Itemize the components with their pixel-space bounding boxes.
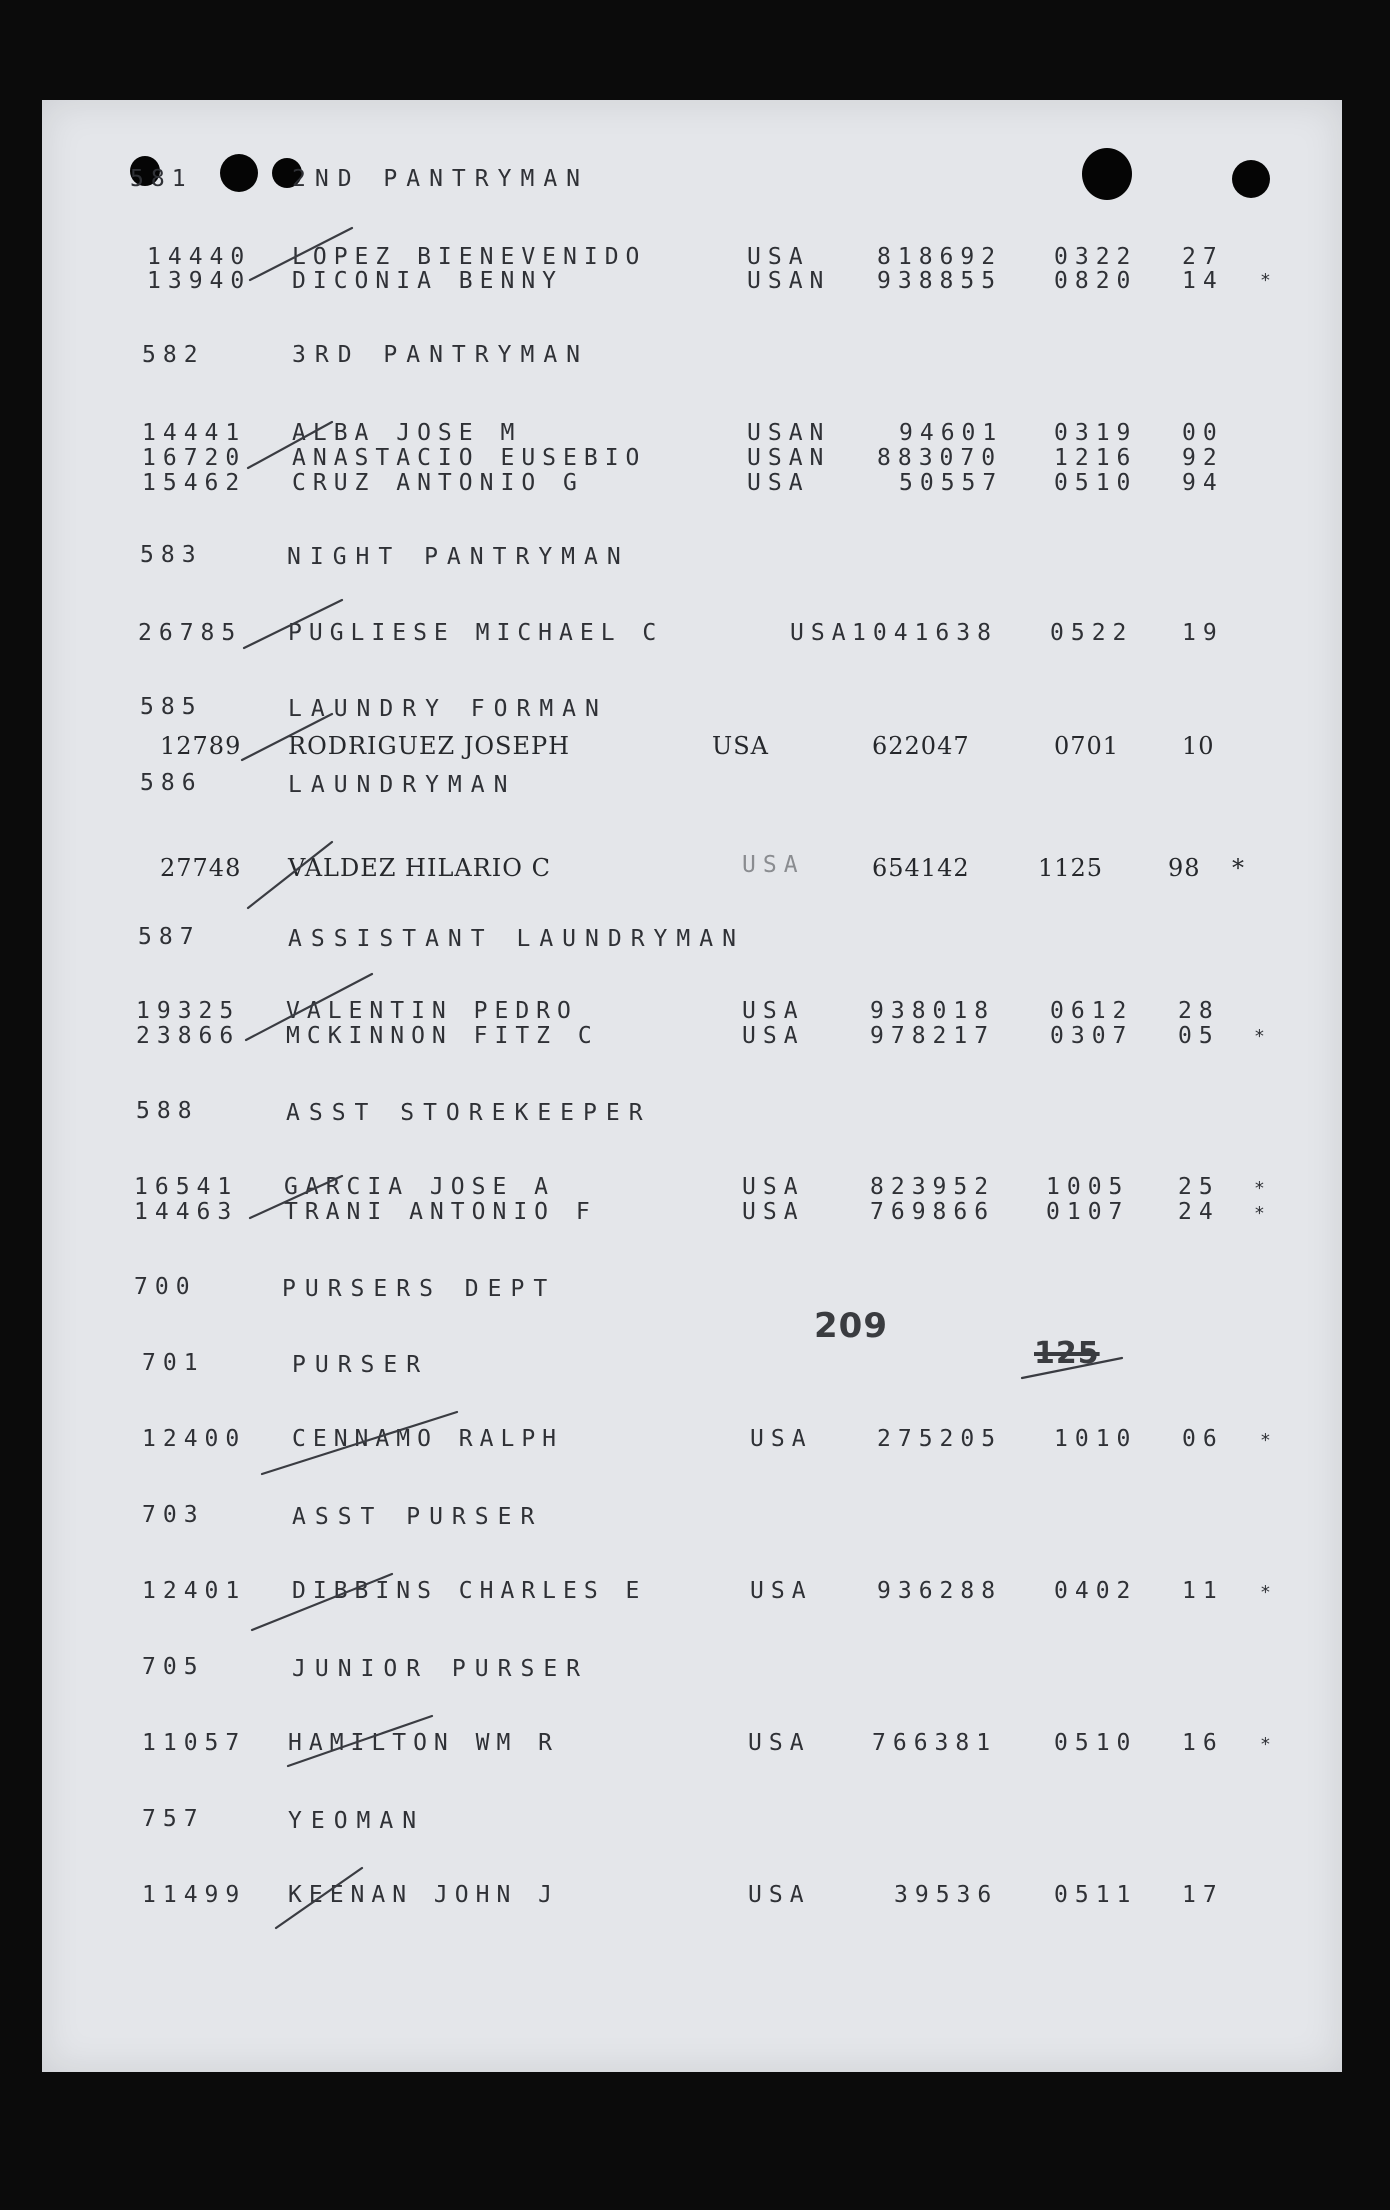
crew-nationality: USA (742, 1174, 805, 1200)
crew-date: 0511 (1054, 1882, 1138, 1908)
crew-mark: * (1254, 1178, 1272, 1199)
section-title: LAUNDRY FORMAN (288, 696, 608, 722)
section-title: ASST PURSER (292, 1504, 544, 1530)
crew-nationality: USA (747, 470, 810, 496)
crew-id: 823952 (870, 1174, 996, 1200)
crew-id: 936288 (877, 1578, 1003, 1604)
section-code: 701 (142, 1350, 205, 1376)
section-title: PURSERS DEPT (282, 1276, 557, 1302)
crew-date: 0612 (1050, 998, 1134, 1024)
crew-nationality: USA (742, 1023, 805, 1049)
section-title: PURSER (292, 1352, 430, 1378)
crew-name: CENNAMO RALPH (292, 1426, 564, 1452)
crew-name: MCKINNON FITZ C (286, 1023, 599, 1049)
crew-date: 0820 (1054, 268, 1138, 294)
crew-code: 11 (1182, 1578, 1224, 1604)
crew-nationality: USAN (747, 420, 831, 446)
crew-number: 27748 (160, 854, 242, 882)
section-title: ASSISTANT LAUNDRYMAN (288, 926, 745, 952)
crew-date: 0701 (1054, 732, 1120, 760)
crew-nationality: USA (748, 1882, 811, 1908)
crew-code: 92 (1182, 445, 1224, 471)
crew-date: 1125 (1038, 854, 1104, 882)
crew-date: 1005 (1046, 1174, 1130, 1200)
crew-date: 0522 (1050, 620, 1134, 646)
crew-id: 94601 (899, 420, 1004, 446)
crew-id: 50557 (899, 470, 1004, 496)
crew-name: TRANI ANTONIO F (284, 1199, 597, 1225)
crew-number: 23866 (136, 1023, 241, 1049)
crew-mark: * (1232, 854, 1245, 882)
section-code: 705 (142, 1654, 205, 1680)
crew-name: LOPEZ BIENEVENIDO (292, 244, 647, 270)
crew-nationality: USA (742, 998, 805, 1024)
crew-name: KEENAN JOHN J (288, 1882, 560, 1908)
crew-date: 0402 (1054, 1578, 1138, 1604)
crew-number: 11499 (142, 1882, 247, 1908)
crew-code: 10 (1182, 732, 1215, 760)
crew-code: 06 (1182, 1426, 1224, 1452)
section-code: 585 (140, 694, 203, 720)
crew-code: 24 (1178, 1199, 1220, 1225)
crew-name: VALENTIN PEDRO (286, 998, 578, 1024)
punch-hole (1082, 148, 1132, 200)
crew-nationality: USA (750, 1578, 813, 1604)
crew-name: DIBBINS CHARLES E (292, 1578, 647, 1604)
crew-mark: * (1254, 1026, 1272, 1047)
crew-number: 12401 (142, 1578, 247, 1604)
page-number: 209 (814, 1306, 888, 1346)
crew-mark: * (1260, 270, 1278, 291)
crew-number: 26785 (138, 620, 243, 646)
section-code: 581 (130, 166, 193, 192)
crew-mark: * (1260, 1734, 1278, 1755)
crew-code: 17 (1182, 1882, 1224, 1908)
crew-date: 0319 (1054, 420, 1138, 446)
section-title: ASST STOREKEEPER (286, 1100, 652, 1126)
crew-nationality: USA (747, 244, 810, 270)
section-code: 582 (142, 342, 205, 368)
crew-nationality: USA (742, 852, 805, 878)
section-title: NIGHT PANTRYMAN (287, 544, 630, 570)
crew-number: 14440 (147, 244, 252, 270)
section-code: 583 (140, 542, 203, 568)
crew-mark: * (1260, 1582, 1278, 1603)
crew-id: 978217 (870, 1023, 996, 1049)
crew-nationality: USA (748, 1730, 811, 1756)
section-title: 2ND PANTRYMAN (292, 166, 590, 192)
crew-id: 275205 (877, 1426, 1003, 1452)
crew-code: 98 (1168, 854, 1201, 882)
crew-name: HAMILTON WM R (288, 1730, 560, 1756)
crew-name: GARCIA JOSE A (284, 1174, 556, 1200)
crew-name: PUGLIESE MICHAEL C (288, 620, 664, 646)
punch-hole (1232, 160, 1270, 198)
crew-name: VALDEZ HILARIO C (288, 854, 551, 882)
crew-id: 769866 (870, 1199, 996, 1225)
crew-nationality: USAN (747, 445, 831, 471)
crew-code: 27 (1182, 244, 1224, 270)
crew-mark: * (1254, 1203, 1272, 1224)
crew-number: 13940 (147, 268, 252, 294)
struck-page-number: 125 (1034, 1336, 1100, 1371)
crew-name: RODRIGUEZ JOSEPH (288, 732, 571, 760)
section-code: 700 (134, 1274, 197, 1300)
crew-nationality: USA (742, 1199, 805, 1225)
crew-id: 938018 (870, 998, 996, 1024)
crew-name: CRUZ ANTONIO G (292, 470, 584, 496)
crew-id: 818692 (877, 244, 1003, 270)
section-code: 587 (138, 924, 201, 950)
crew-number: 12400 (142, 1426, 247, 1452)
section-title: YEOMAN (288, 1808, 426, 1834)
section-code: 757 (142, 1806, 205, 1832)
crew-name: ALBA JOSE M (292, 420, 522, 446)
crew-code: 25 (1178, 1174, 1220, 1200)
crew-number: 14463 (134, 1199, 239, 1225)
section-title: 3RD PANTRYMAN (292, 342, 590, 368)
crew-date: 0510 (1054, 1730, 1138, 1756)
crew-date: 0107 (1046, 1199, 1130, 1225)
crew-code: 00 (1182, 420, 1224, 446)
crew-nationality: USAN (747, 268, 831, 294)
crew-number: 16541 (134, 1174, 239, 1200)
crew-number: 19325 (136, 998, 241, 1024)
crew-date: 0322 (1054, 244, 1138, 270)
section-title: LAUNDRYMAN (288, 772, 517, 798)
crew-number: 14441 (142, 420, 247, 446)
crew-name: ANASTACIO EUSEBIO (292, 445, 647, 471)
crew-code: 16 (1182, 1730, 1224, 1756)
crew-id: 938855 (877, 268, 1003, 294)
crew-number: 11057 (142, 1730, 247, 1756)
section-title: JUNIOR PURSER (292, 1656, 590, 1682)
crew-id: 39536 (894, 1882, 999, 1908)
crew-code: 94 (1182, 470, 1224, 496)
crew-nationality: USA (750, 1426, 813, 1452)
crew-id: 883070 (877, 445, 1003, 471)
crew-id: 1041638 (852, 620, 998, 646)
crew-date: 0510 (1054, 470, 1138, 496)
crew-id: 654142 (872, 854, 970, 882)
check-marks (42, 100, 1342, 2072)
crew-nationality: USA (790, 620, 853, 646)
crew-id: 766381 (872, 1730, 998, 1756)
crew-date: 1216 (1054, 445, 1138, 471)
crew-date: 0307 (1050, 1023, 1134, 1049)
section-code: 586 (140, 770, 203, 796)
section-code: 703 (142, 1502, 205, 1528)
crew-code: 19 (1182, 620, 1224, 646)
crew-id: 622047 (872, 732, 970, 760)
crew-code: 28 (1178, 998, 1220, 1024)
crew-code: 14 (1182, 268, 1224, 294)
crew-name: DICONIA BENNY (292, 268, 564, 294)
crew-mark: * (1260, 1430, 1278, 1451)
document-page (42, 100, 1342, 2072)
crew-number: 15462 (142, 470, 247, 496)
punch-hole (220, 154, 258, 192)
crew-number: 16720 (142, 445, 247, 471)
section-code: 588 (136, 1098, 199, 1124)
crew-date: 1010 (1054, 1426, 1138, 1452)
crew-number: 12789 (160, 732, 242, 760)
crew-code: 05 (1178, 1023, 1220, 1049)
crew-nationality: USA (712, 732, 769, 760)
